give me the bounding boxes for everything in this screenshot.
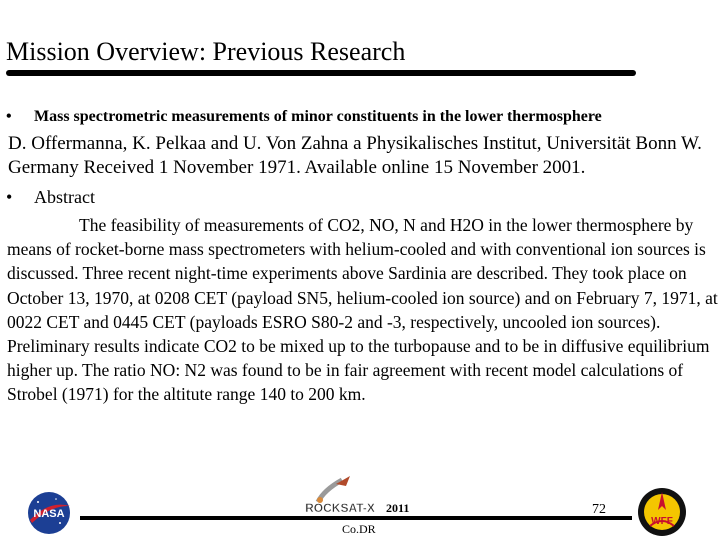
nasa-logo-text: NASA <box>33 508 65 520</box>
slide-title: Mission Overview: Previous Research <box>6 37 406 66</box>
reference-heading-bullet <box>6 106 718 128</box>
abstract-text: The feasibility of measurements of CO2, NO, N and H2O in the lower thermosphere by means of rocket-borne mass spectrometers with helium-cooled and with conventional ion sources is discussed. Three recent night-time experiments above Sardinia are described. They took place on October 13, 1970, at 0208 CET (payload SN5, helium-cooled ion source) and on February 7, 1971, at 0022 CET and 0445 CET (payloads ESRO S80-2 and -3, respectively, uncooled ion sources). Preliminary results indicate CO2 to be mixed up to the turbopause and to be in diffusive equilibrium higher up. The ratio NO: N2 was found to be in fair agreement with recent model calculations of Strobel (1971) for the altitute range 140 to 200 km. <box>7 215 718 405</box>
footer-review-label: Co.DR <box>342 522 376 536</box>
bullet-icon: • <box>6 187 13 207</box>
nasa-logo-icon <box>24 490 74 536</box>
citation-text: D. Offermanna, K. Pelkaa and U. Von Zahna a Physikalisches Institut, Universität Bonn W. Germany Received 1 November 1971. Available online 15 November 2001. <box>8 133 702 178</box>
page-number: 72 <box>592 502 606 517</box>
footer-year: 2011 <box>386 501 410 515</box>
rocksat-logo-text: ROCKSAT-X <box>305 501 375 515</box>
reference-heading: Mass spectrometric measurements of minor constituents in the lower thermosphere <box>34 108 602 125</box>
wff-logo-icon <box>636 486 688 538</box>
title-divider <box>6 70 636 76</box>
wff-logo-text: WFF <box>651 516 673 527</box>
abstract-bullet <box>6 185 95 209</box>
bullet-icon: • <box>6 108 12 125</box>
rocksat-logo-icon <box>296 472 384 518</box>
abstract-label: Abstract <box>34 187 95 207</box>
